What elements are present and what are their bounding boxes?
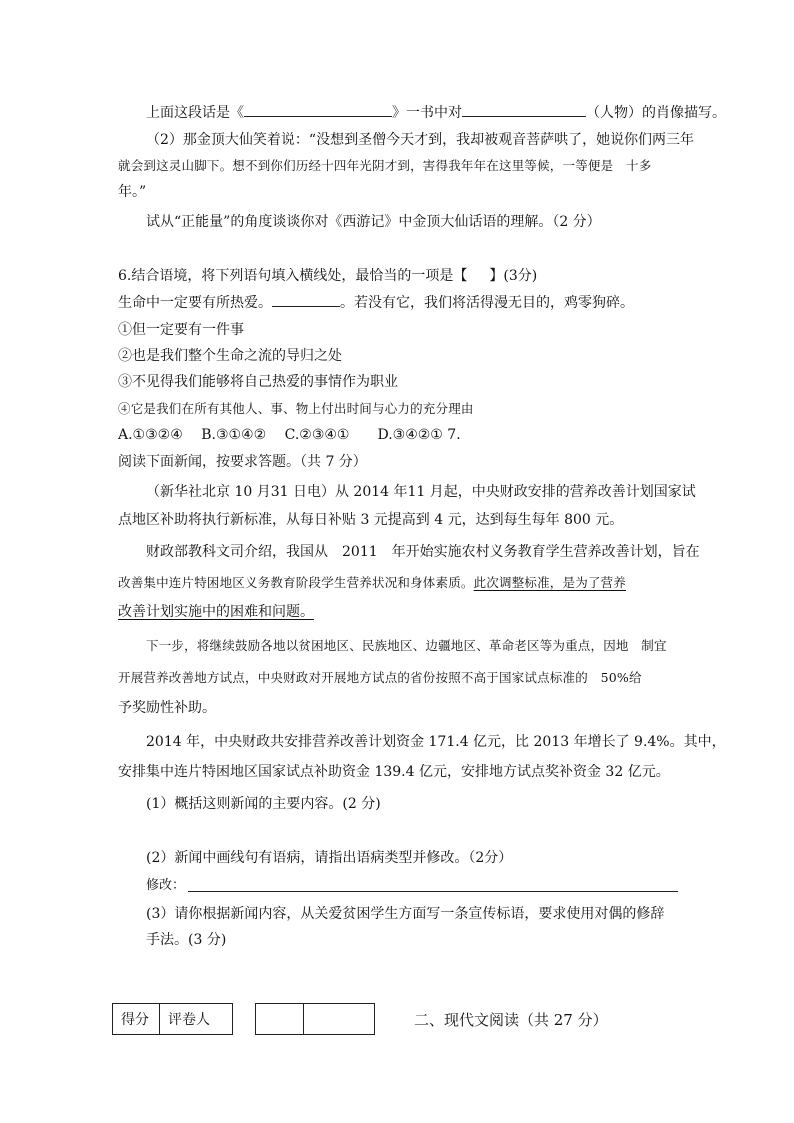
q6-fill-blank[interactable]	[272, 292, 340, 307]
q6-option-1: ①但一定要有一件事	[118, 322, 244, 338]
character-blank[interactable]	[462, 102, 586, 117]
underlined-sentence-cont: 改善计划实施中的困难和问题。	[118, 604, 314, 620]
q5-quote-line-1: （2）那金顶大仙笑着说：“没想到圣僧今天才到，我却被观音菩萨哄了，她说你们两三年	[146, 132, 695, 148]
q6-sentence: 生命中一定要有所热爱。 。若没有它，我们将活得漫无目的，鸡零狗碎。	[118, 292, 634, 313]
news-p1-line-1: （新华社北京 10 月31 日电）从 2014 年11 月起，中央财政安排的营养改善计划国家试	[146, 484, 696, 500]
q7-sub-2-fix-label: 修改：	[146, 878, 186, 893]
news-p4-line-2: 安排集中连片特困地区国家试点补助资金 139.4 亿元，安排地方试点奖补资金 32 亿元。	[118, 764, 670, 780]
score-table	[112, 1003, 233, 1035]
news-p3-line-3: 予奖励性补助。	[118, 700, 216, 716]
q5-quote-line-2: 就会到这灵山脚下。想不到你们历经十四年光阴才到，害得我年年在这里等候，一等便是 十多	[118, 158, 652, 173]
grader-label: 评卷人	[160, 1004, 233, 1035]
section-2-title: 二、现代文阅读（共 27 分）	[414, 1011, 608, 1029]
book-title-blank[interactable]	[244, 102, 392, 117]
news-p1-line-2: 点地区补助将执行新标准，从每日补贴 3 元提高到 4 元，达到每生每年 800 元。	[118, 512, 624, 528]
news-p2-line-2: 改善集中连片特困地区义务教育阶段学生营养状况和身体素质。此次调整标准，是为了营养	[118, 575, 627, 590]
q6-choices: A.①③②④ B.③①④② C.②③④① D.③④②① 7.	[118, 427, 461, 443]
fix-answer-line[interactable]	[188, 891, 678, 892]
q7-sub-1: (1）概括这则新闻的主要内容。(2 分)	[146, 796, 381, 812]
q6-option-2: ②也是我们整个生命之流的导归之处	[118, 348, 342, 364]
underlined-sentence: 此次调整标准，是为了营养	[473, 575, 627, 590]
q6-option-3: ③不见得我们能够将自己热爱的事情作为职业	[118, 374, 398, 390]
news-p2-line-1: 财政部教科文司介绍，我国从 2011 年开始实施农村义务教育学生营养改善计划，旨在	[146, 544, 700, 560]
news-p3-line-2: 开展营养改善地方试点，中央财政对开展地方试点的省份按照不高于国家试点标准的 50%给	[118, 670, 642, 685]
grader-cell[interactable]	[304, 1004, 375, 1035]
news-p2-line-3	[118, 602, 314, 622]
score-label: 得分	[113, 1004, 160, 1035]
q5-portrait-question: 上面这段话是《 》一书中对 （人物）的肖像描写。	[146, 102, 726, 123]
q5-task: 试从“正能量”的角度谈谈你对《西游记》中金顶大仙话语的理解。（2 分）	[146, 214, 601, 230]
q7-intro: 阅读下面新闻，按要求答题。（共 7 分）	[118, 454, 367, 470]
score-entry-table	[255, 1003, 375, 1035]
news-p4-line-1: 2014 年，中央财政共安排营养改善计划资金 171.4 亿元，比 2013 年增长了 9.4%。其中，	[146, 734, 726, 750]
q5-quote-line-3: 年。”	[118, 184, 147, 200]
score-cell[interactable]	[256, 1004, 304, 1035]
q7-sub-3-line-2: 手法。(3 分)	[146, 932, 227, 948]
q7-sub-2: (2）新闻中画线句有语病，请指出语病类型并修改。（2分）	[146, 850, 513, 866]
q6-stem: 6.结合语境，将下列语句填入横线处，最恰当的一项是【 】(3分)	[118, 268, 538, 284]
q6-option-4: ④它是我们在所有其他人、事、物上付出时间与心力的充分理由	[118, 401, 474, 416]
news-p3-line-1: 下一步，将继续鼓励各地以贫困地区、民族地区、边疆地区、革命老区等为重点，因地 制宜	[146, 638, 667, 653]
q7-sub-3-line-1: (3）请你根据新闻内容，从关爱贫困学生方面写一条宣传标语，要求使用对偶的修辞	[146, 906, 665, 922]
